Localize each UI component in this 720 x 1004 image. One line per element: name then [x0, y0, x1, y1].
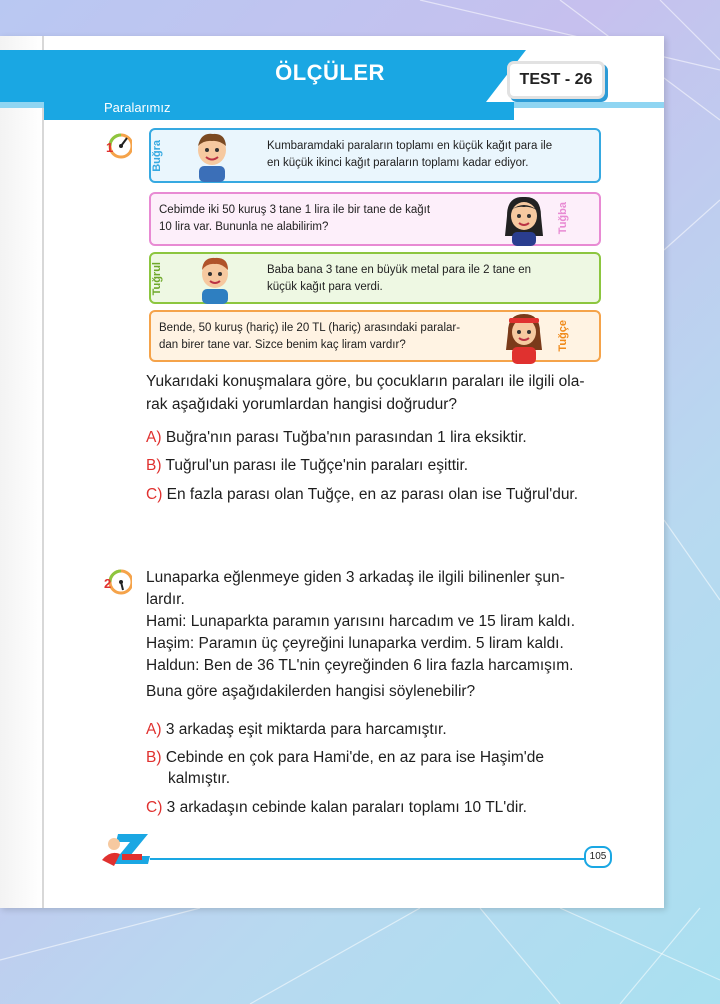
speech-text-line: dan birer tane var. Sizce benim kaç liram vardır? — [159, 339, 406, 351]
speech-text-line: Baba bana 3 tane en büyük metal para ile 2 tane en — [267, 264, 532, 276]
option-text: Buğra'nın parası Tuğba'nın parasından 1 lira eksiktir. — [165, 429, 527, 446]
option-text: 3 arkadaşın cebinde kalan paraları toplamı 10 TL'dir. — [166, 799, 527, 816]
option-letter: A) — [146, 721, 162, 738]
speech-text-line: küçük kağıt para verdi. — [267, 281, 383, 293]
option-text: Tuğrul'un parası ile Tuğçe'nin paraları eşittir. — [165, 457, 469, 474]
speech-text-line: 10 lira var. Bununla ne alabilirim? — [159, 221, 329, 233]
question-2-option-a[interactable] — [146, 718, 447, 741]
page-title: ÖLÇÜLER — [275, 60, 385, 85]
speech-text-line: Bende, 50 kuruş (hariç) ile 20 TL (hariç) arasındaki paralar- — [159, 322, 461, 334]
test-number-badge: TEST - 26 — [510, 64, 602, 96]
question-2-text-line: lardır. — [146, 591, 185, 608]
girl-illustration — [499, 310, 549, 364]
question-2-text-line: Haldun: Ben de 36 TL'nin çeyreğinden 6 lira fazla harcamışım. — [146, 657, 574, 674]
question-2-option-b[interactable] — [146, 746, 544, 769]
option-text: Cebinde en çok para Hami'de, en az para ise Haşim'de — [165, 749, 544, 766]
speaker-name: Tuğrul — [151, 262, 163, 296]
option-letter: C) — [146, 486, 163, 503]
page-gutter — [0, 36, 42, 908]
speech-text-line: Cebimde iki 50 kuruş 3 tane 1 lira ile bir tane de kağıt — [159, 204, 431, 216]
question-1-option-b[interactable] — [146, 454, 468, 477]
option-text: En fazla parası olan Tuğçe, en az parası olan ise Tuğrul'dur. — [166, 486, 579, 503]
superhero-logo-icon — [100, 830, 160, 870]
footer-rule — [150, 858, 584, 860]
question-2-text-line: Lunaparka eğlenmeye giden 3 arkadaş ile ilgili bilinenler şun- — [146, 569, 565, 586]
speech-text-line: Kumbaramdaki paraların toplamı en küçük kağıt para ile — [267, 140, 553, 152]
boy-illustration — [189, 130, 235, 182]
question-2-number: 2 — [104, 576, 112, 591]
option-letter: B) — [146, 749, 162, 766]
page-spine — [42, 36, 44, 908]
girl-illustration — [499, 194, 549, 246]
speech-card-tugce — [149, 310, 601, 362]
question-1-option-c[interactable] — [146, 483, 578, 506]
speaker-name: Buğra — [151, 140, 163, 172]
option-letter: B) — [146, 457, 162, 474]
question-1-number: 1 — [106, 140, 114, 155]
option-letter: A) — [146, 429, 162, 446]
boy-illustration — [193, 254, 237, 304]
section-title: Paralarımız — [104, 100, 171, 115]
question-1-option-a[interactable] — [146, 426, 527, 449]
speaker-name: Tuğba — [557, 202, 569, 235]
option-text: 3 arkadaş eşit miktarda para harcamıştır. — [165, 721, 447, 738]
question-1-stem-line: Yukarıdaki konuşmalara göre, bu çocukların paraları ile ilgili ola- — [146, 373, 585, 390]
speech-text-line: en küçük ikinci kağıt paraların toplamı kadar ediyor. — [267, 157, 529, 169]
page-number: 105 — [584, 846, 612, 868]
option-letter: C) — [146, 799, 163, 816]
question-2-option-c[interactable] — [146, 796, 527, 819]
question-2-prompt: Buna göre aşağıdakilerden hangisi söylenebilir? — [146, 683, 476, 700]
speech-card-tugrul — [149, 252, 601, 304]
question-2-option-b-continuation: kalmıştır. — [168, 770, 231, 787]
speech-card-tugba — [149, 192, 601, 246]
question-1-stem-line: rak aşağıdaki yorumlardan hangisi doğrudur? — [146, 396, 458, 413]
workbook-page — [0, 36, 664, 908]
speaker-name: Tuğçe — [557, 320, 569, 352]
speech-card-bugra — [149, 128, 601, 183]
question-2-text-line: Hami: Lunaparkta paramın yarısını harcadım ve 15 liram kaldı. — [146, 613, 576, 630]
question-2-text-line: Haşim: Paramın üç çeyreğini lunaparka verdim. 5 liram kaldı. — [146, 635, 564, 652]
